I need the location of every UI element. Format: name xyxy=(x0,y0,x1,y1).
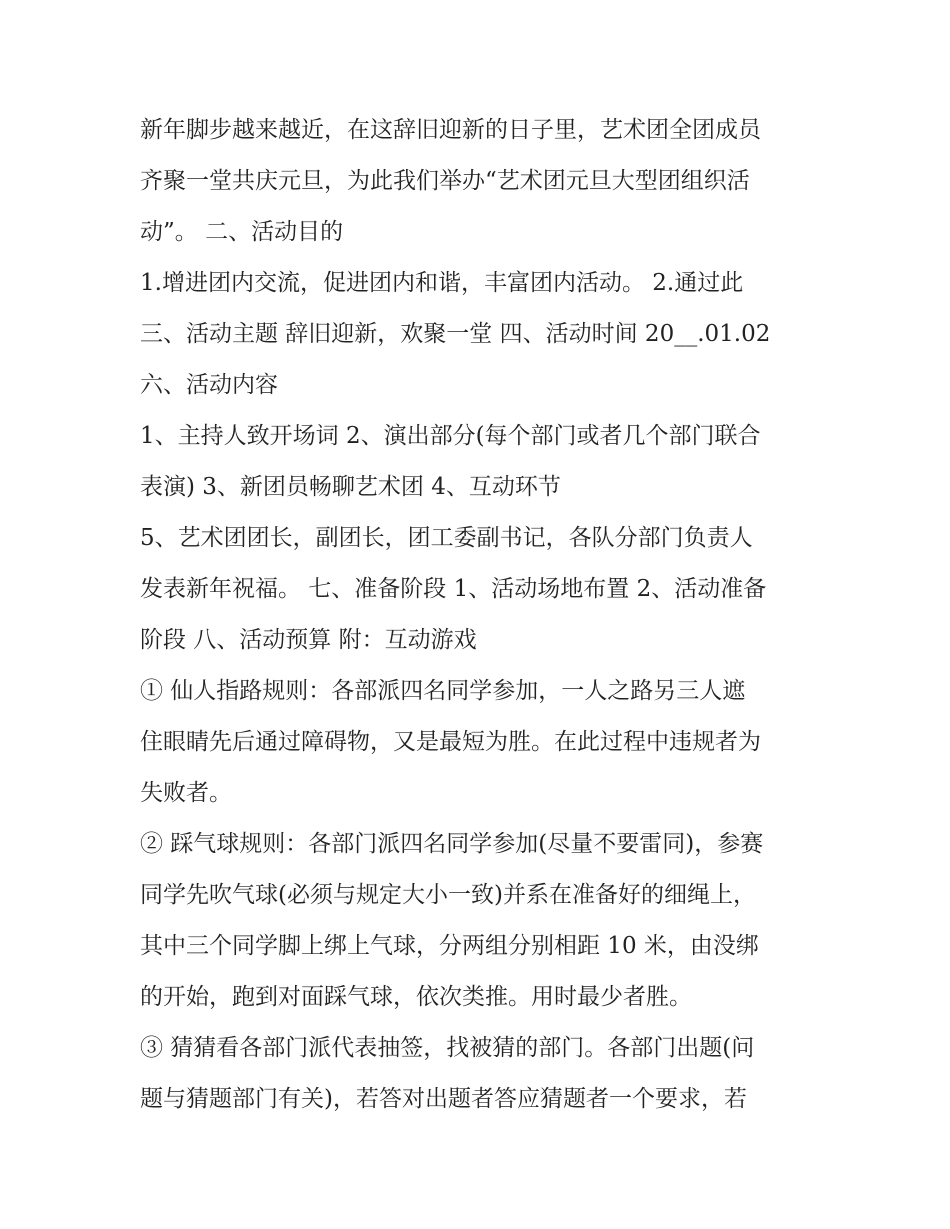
text-line: 三、活动主题 辞旧迎新，欢聚一堂 四、活动时间 20__.01.02 xyxy=(140,321,771,347)
text-line: 动”。 二、活动目的 xyxy=(140,219,344,245)
text-line: 新年脚步越来越近，在这辞旧迎新的日子里，艺术团全团成员 xyxy=(140,117,761,143)
document-body xyxy=(140,105,820,1125)
text-line: 1.增进团内交流，促进团内和谐，丰富团内活动。 2.通过此 xyxy=(140,270,744,296)
text-line: 齐聚一堂共庆元旦，为此我们举办“艺术团元旦大型团组织活 xyxy=(140,168,750,194)
text-line: 住眼睛先后通过障碍物，又是最短为胜。在此过程中违规者为 xyxy=(140,729,761,755)
text-line: 其中三个同学脚上绑上气球，分两组分别相距 10 米，由没绑 xyxy=(140,933,759,959)
text-line: ② 踩气球规则：各部门派四名同学参加(尽量不要雷同)，参赛 xyxy=(140,831,764,857)
text-line: 表演) 3、新团员畅聊艺术团 4、互动环节 xyxy=(140,474,561,500)
text-line: ① 仙人指路规则：各部派四名同学参加，一人之路另三人遮 xyxy=(140,678,746,704)
text-line: 失败者。 xyxy=(140,780,232,806)
text-line: 的开始，跑到对面踩气球，依次类推。用时最少者胜。 xyxy=(140,984,692,1010)
text-line: 题与猜题部门有关)，若答对出题者答应猜题者一个要求，若 xyxy=(140,1086,747,1112)
text-line: 发表新年祝福。 七、准备阶段 1、活动场地布置 2、活动准备 xyxy=(140,576,767,602)
text-line: 5、艺术团团长，副团长，团工委副书记，各队分部门负责人 xyxy=(140,525,753,551)
text-line: 1、主持人致开场词 2、演出部分(每个部门或者几个部门联合 xyxy=(140,423,761,449)
text-line: 同学先吹气球(必须与规定大小一致)并系在准备好的细绳上， xyxy=(140,882,756,908)
text-line: 六、活动内容 xyxy=(140,372,278,398)
text-line: ③ 猜猜看各部门派代表抽签，找被猜的部门。各部门出题(问 xyxy=(140,1035,755,1061)
text-line: 阶段 八、活动预算 附：互动游戏 xyxy=(140,627,477,653)
